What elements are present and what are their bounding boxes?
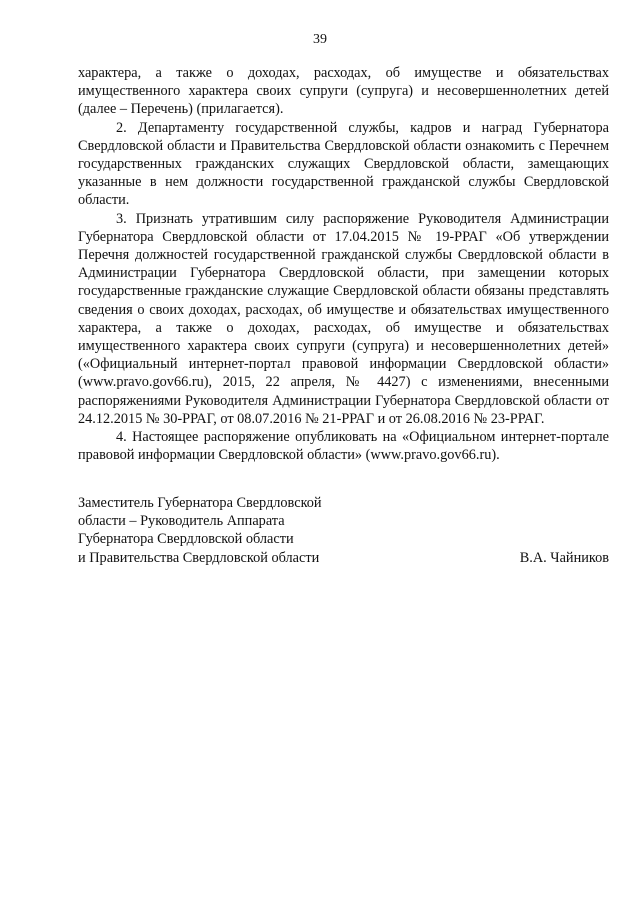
signatory-title-line-2: области – Руководитель Аппарата bbox=[78, 513, 285, 530]
signatory-title-line-1: Заместитель Губернатора Свердловской bbox=[78, 495, 322, 511]
paragraph-item-2: 2. Департаменту государственной службы, кадров и наград Губернатора Свердловской области и Правительства Свердловской области ознакомить с Перечнем государственных гражданских служащих Свердловской области, замещающих указанные в нем должности государственной гражданской службы Свердловской области. bbox=[78, 119, 609, 209]
signatory-final-row bbox=[78, 549, 609, 567]
signatory-name: В.А. Чайников bbox=[519, 549, 609, 566]
signatory-title-line-4: и Правительства Свердловской области bbox=[78, 549, 320, 566]
signature-block bbox=[78, 494, 609, 567]
paragraph-continuation: характера, а также о доходах, расходах, об имуществе и обязательствах имущественного характера своих супруги (супруга) и несовершеннолетних детей (далее – Перечень) (прилагается). bbox=[78, 65, 609, 118]
paragraph-item-3: 3. Признать утратившим силу распоряжение Руководителя Администрации Губернатора Свердловской области от 17.04.2015 № 19-РРАГ «Об утверждении Перечня должностей государственной гражданской службы Свердловской области в Администрации Губернатора Свердловской области, при замещении которых государственные гражданские служащие Свердловской области обязаны представлять сведения о своих доходах, расходах, об имуществе и обязательствах имущественного характера, а также о доходах, расходах, об имуществе и обязательствах имущественного характера своих супруги (супруга) и несовершеннолетних детей» («Официальный интернет-портал правовой информации Свердловской области» (www.pravo.gov66.ru), 2015, 22 апреля, № 4427) с изменениями, внесенными распоряжениями Руководителя Администрации Губернатора Свердловской области от 24.12.2015 № 30-РРАГ, от 08.07.2016 № 21-РРАГ и от 26.08.2016 № 23-РРАГ. bbox=[78, 210, 609, 427]
page-number: 39 bbox=[313, 32, 327, 47]
signatory-title-line-3: Губернатора Свердловской области bbox=[78, 531, 294, 548]
paragraph-item-4: 4. Настоящее распоряжение опубликовать на «Официальном интернет-портале правовой информации Свердловской области» (www.pravo.gov66.ru). bbox=[78, 429, 609, 464]
document-body bbox=[78, 64, 609, 464]
